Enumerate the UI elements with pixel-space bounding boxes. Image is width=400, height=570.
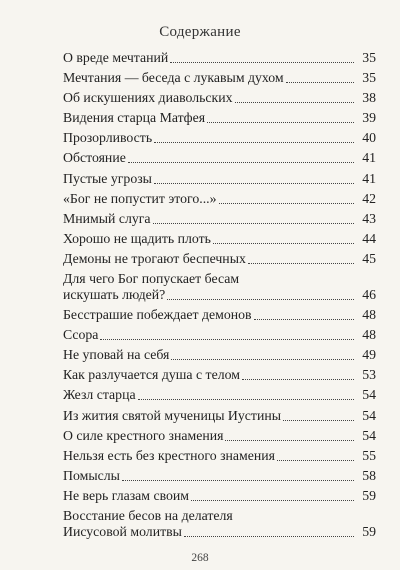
dot-leader (122, 480, 354, 481)
entry-title: Не верь глазам своим (63, 487, 190, 503)
entry-title: О силе крестного знамения (63, 427, 224, 443)
toc-entry (63, 130, 376, 150)
entry-page: 41 (362, 150, 376, 166)
toc-entry (63, 271, 376, 307)
entry-title: Бесстрашие побеждает демонов (63, 307, 252, 323)
entry-page: 55 (362, 447, 376, 463)
toc-entry (63, 508, 376, 544)
entry-title: Из жития святой мученицы Иустины (63, 407, 281, 423)
entry-page: 58 (362, 467, 376, 483)
toc-entry (63, 307, 376, 327)
entry-page: 42 (362, 190, 376, 206)
entry-page: 46 (362, 287, 376, 303)
entry-title: Прозорливость (63, 130, 153, 146)
entry-page: 38 (362, 90, 376, 106)
toc-entry (63, 448, 376, 468)
toc-entry (63, 387, 376, 407)
toc-entry (63, 367, 376, 387)
dot-leader (225, 440, 354, 441)
entry-title: Как разлучается душа с телом (63, 367, 240, 383)
toc-entry (63, 468, 376, 488)
page-title: Содержание (159, 24, 241, 40)
entry-page: 45 (362, 250, 376, 266)
dot-leader (128, 162, 354, 163)
toc-entry (63, 90, 376, 110)
dot-leader (170, 62, 354, 63)
entry-page: 59 (362, 523, 376, 539)
dot-leader (248, 263, 354, 264)
dot-leader (254, 319, 354, 320)
dot-leader (219, 203, 355, 204)
entry-title: Не уповай на себя (63, 347, 170, 363)
dot-leader (235, 102, 354, 103)
dot-leader (138, 399, 354, 400)
page-number: 268 (191, 552, 209, 564)
entry-page: 54 (362, 387, 376, 403)
entry-title: Демоны не трогают беспечных (63, 250, 246, 266)
entry-page: 49 (362, 347, 376, 363)
entry-title: Видения старца Матфея (63, 110, 206, 126)
entry-title: «Бог не попустит этого...» (63, 190, 217, 206)
dot-leader (153, 223, 354, 224)
entry-page: 48 (362, 327, 376, 343)
entry-page: 44 (362, 230, 376, 246)
entry-page: 39 (362, 110, 376, 126)
toc-entry (63, 150, 376, 170)
toc-entry (63, 171, 376, 191)
toc-entry (63, 211, 376, 231)
toc-entry (63, 327, 376, 347)
entry-title: Помыслы (63, 467, 120, 483)
entry-title: Ссора (63, 327, 99, 343)
entry-page: 40 (362, 130, 376, 146)
dot-leader (154, 142, 354, 143)
dot-leader (184, 536, 354, 537)
dot-leader (213, 243, 354, 244)
entry-title-line-1: Восстание бесов на делателя (63, 507, 233, 523)
entry-title-line-2: искушать людей? (63, 287, 166, 303)
entry-title: Жезл старца (63, 387, 136, 403)
dot-leader (242, 379, 354, 380)
dot-leader (277, 460, 354, 461)
dot-leader (154, 183, 354, 184)
toc-entry (63, 110, 376, 130)
entry-page: 43 (362, 210, 376, 226)
entry-title: О вреде мечтаний (63, 50, 169, 65)
entry-title: Пустые угрозы (63, 170, 152, 186)
toc-entry (63, 488, 376, 508)
entry-page: 48 (362, 307, 376, 323)
entry-title: Обстояние (63, 150, 126, 166)
toc-entry (63, 191, 376, 211)
toc-entry (63, 251, 376, 271)
entry-page: 35 (362, 50, 376, 65)
entry-page: 53 (362, 367, 376, 383)
entry-page: 35 (362, 70, 376, 86)
toc-entry (63, 70, 376, 90)
entry-page: 59 (362, 487, 376, 503)
entry-title-line-1: Для чего Бог попускает бесам (63, 271, 240, 287)
entry-title: Мнимый слуга (63, 210, 151, 226)
dot-leader (283, 420, 354, 421)
table-of-contents (63, 50, 376, 544)
entry-title: Мечтания — беседа с лукавым духом (63, 70, 284, 86)
dot-leader (207, 122, 354, 123)
entry-page: 54 (362, 427, 376, 443)
entry-title: Хорошо не щадить плоть (63, 230, 211, 246)
dot-leader (286, 82, 354, 83)
dot-leader (167, 299, 354, 300)
entry-title: Об искушениях диавольских (63, 90, 233, 106)
dot-leader (191, 500, 354, 501)
entry-page: 54 (362, 407, 376, 423)
toc-entry (63, 428, 376, 448)
dot-leader (100, 339, 354, 340)
toc-entry (63, 347, 376, 367)
entry-title-line-2: Иисусовой молитвы (63, 523, 182, 539)
toc-entry (63, 231, 376, 251)
toc-entry (63, 50, 376, 70)
entry-page: 41 (362, 170, 376, 186)
entry-title: Нельзя есть без крестного знамения (63, 447, 275, 463)
dot-leader (171, 359, 354, 360)
toc-entry (63, 408, 376, 428)
